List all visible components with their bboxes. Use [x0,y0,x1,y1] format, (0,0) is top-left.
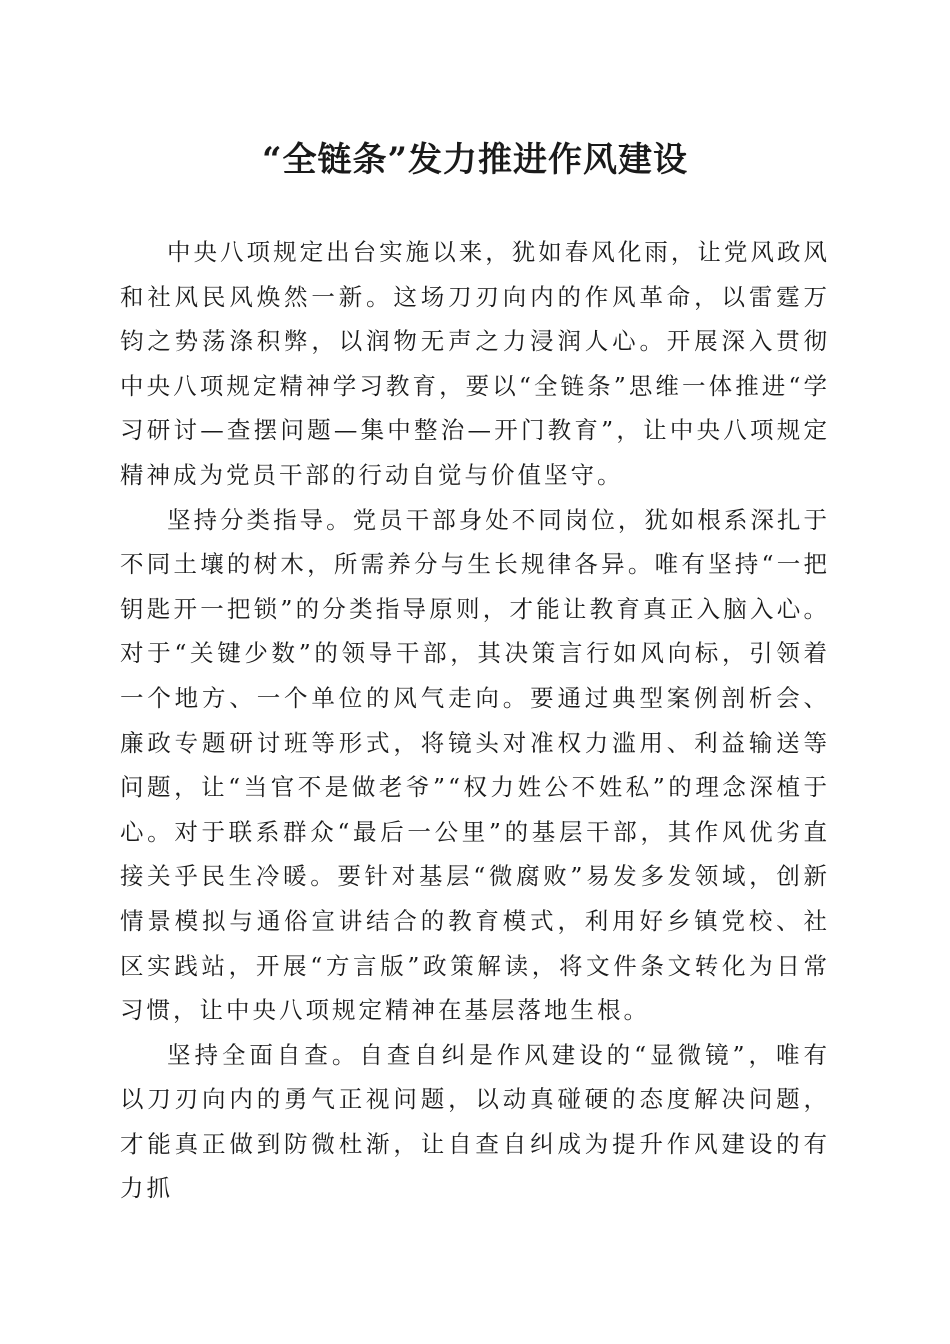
paragraph-classified-guidance: 坚持分类指导。党员干部身处不同岗位，犹如根系深扎于不同土壤的树木，所需养分与生长规律各异。唯有坚持“一把钥匙开一把锁”的分类指导原则，才能让教育真正入脑入心。对于“关键少数”的领导干部，其决策言行如风向标，引领着一个地方、一个单位的风气走向。要通过典型案例剖析会、廉政专题研讨班等形式，将镜头对准权力滥用、利益输送等问题，让“当官不是做老爷”“权力姓公不姓私”的理念深植于心。对于联系群众“最后一公里”的基层干部，其作风优劣直接关乎民生冷暖。要针对基层“微腐败”易发多发领域，创新情景模拟与通俗宣讲结合的教育模式，利用好乡镇党校、社区实践站，开展“方言版”政策解读，将文件条文转化为日常习惯，让中央八项规定精神在基层落地生根。 [120,505,830,1025]
paragraph-self-inspection: 坚持全面自查。自查自纠是作风建设的“显微镜”，唯有以刀刃向内的勇气正视问题，以动真碰硬的态度解决问题，才能真正做到防微杜渐，让自查自纠成为提升作风建设的有力抓 [120,1040,830,1203]
paragraph-intro: 中央八项规定出台实施以来，犹如春风化雨，让党风政风和社风民风焕然一新。这场刀刃向内的作风革命，以雷霆万钧之势荡涤积弊，以润物无声之力浸润人心。开展深入贯彻中央八项规定精神学习教育，要以“全链条”思维一体推进“学习研讨—查摆问题—集中整治—开门教育”，让中央八项规定精神成为党员干部的行动自觉与价值坚守。 [120,238,830,489]
document-body [120,230,830,1211]
document-title: “全链条”发力推进作风建设 [261,140,689,180]
